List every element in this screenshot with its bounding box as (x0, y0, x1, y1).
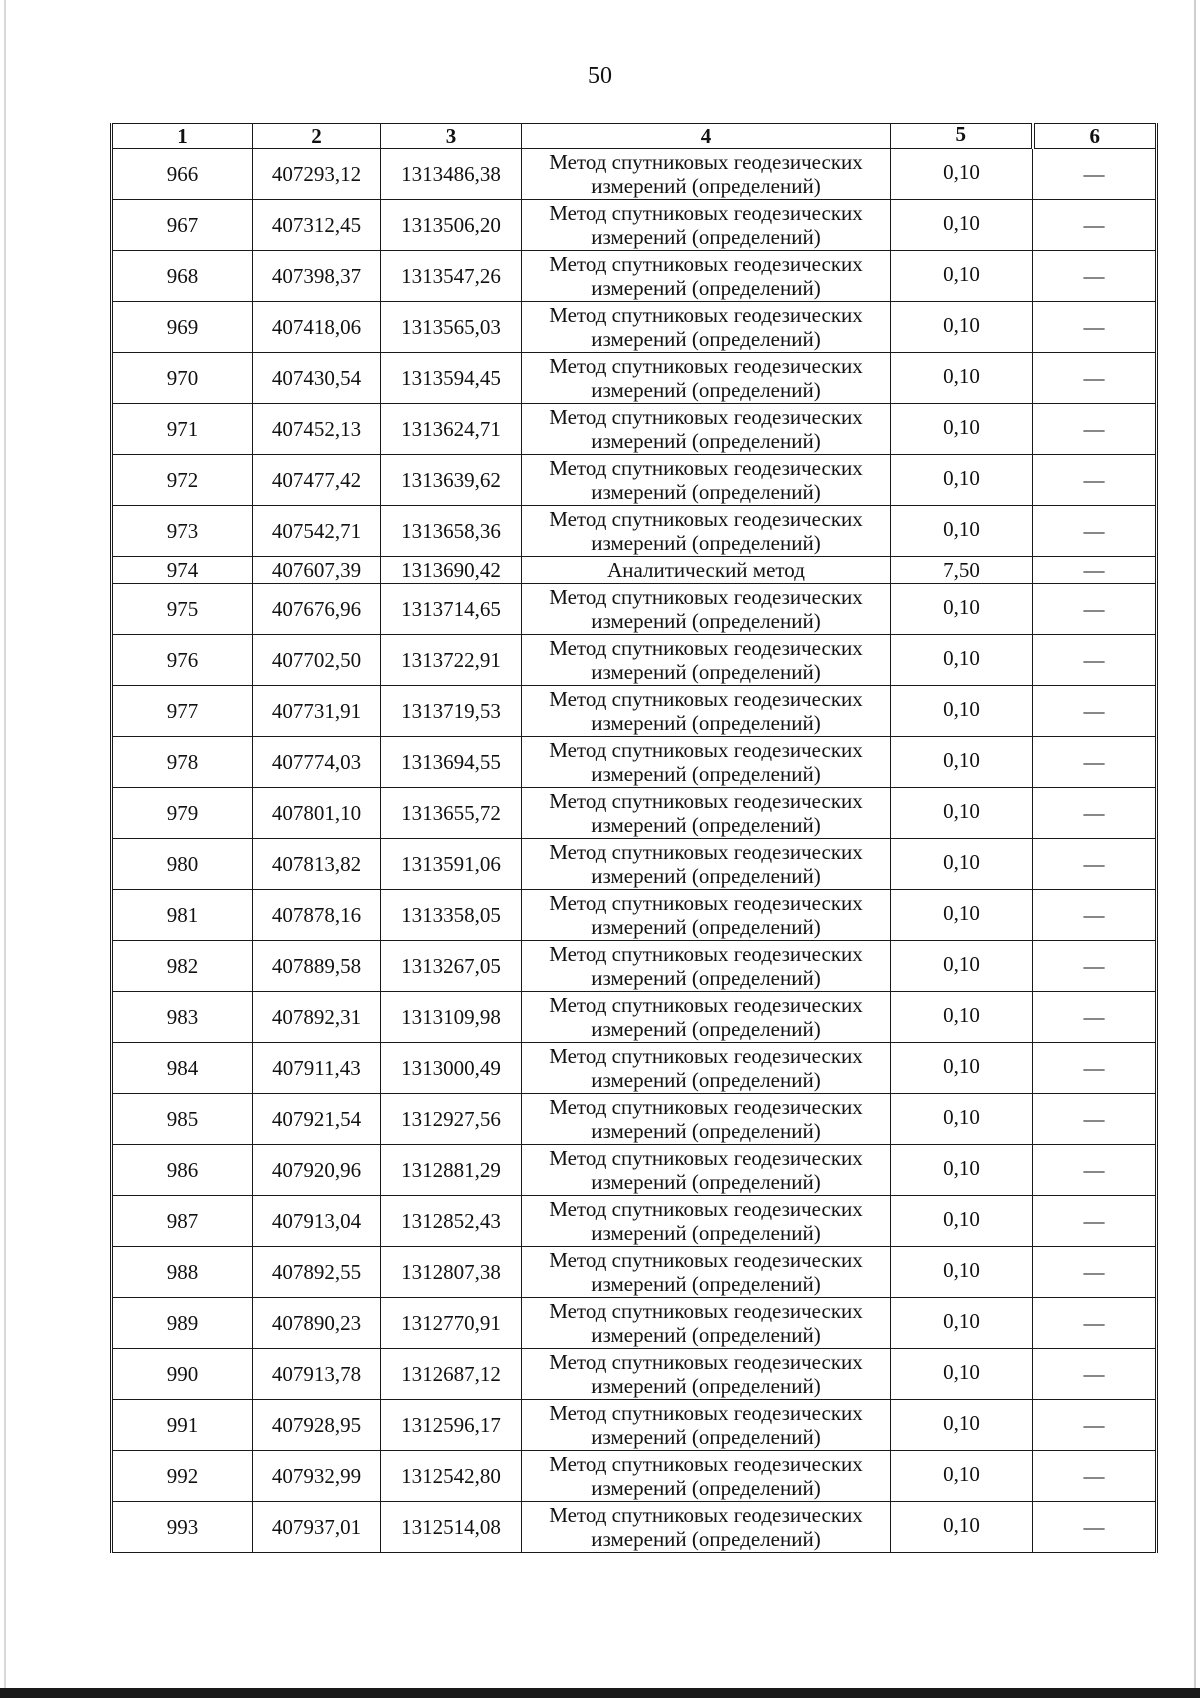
method-cell (522, 149, 891, 200)
method-text-line-2: измерений (определений) (591, 276, 821, 300)
accuracy-cell: 0,10 (891, 633, 1033, 684)
col6-cell: — (1033, 1145, 1157, 1196)
table-row (112, 1502, 1157, 1553)
accuracy-cell: 0,10 (891, 504, 1033, 555)
point-number-cell: 974 (112, 557, 253, 584)
col6-cell: — (1033, 455, 1157, 506)
method-cell (522, 941, 891, 992)
method-text-line-2: измерений (определений) (591, 1119, 821, 1143)
point-number-cell: 983 (112, 992, 253, 1043)
method-cell (522, 404, 891, 455)
col6-cell: — (1033, 1502, 1157, 1553)
col6-cell: — (1033, 1247, 1157, 1298)
method-text-line-1: Метод спутниковых геодезических (549, 201, 863, 225)
accuracy-cell: 0,10 (891, 453, 1033, 504)
point-number-cell: 966 (112, 149, 253, 200)
x-coordinate-cell: 407312,45 (253, 200, 381, 251)
point-number-cell: 990 (112, 1349, 253, 1400)
point-number-cell: 967 (112, 200, 253, 251)
method-text-line-1: Метод спутниковых геодезических (549, 789, 863, 813)
y-coordinate-cell: 1313722,91 (381, 635, 522, 686)
table-row (112, 686, 1157, 737)
table-row (112, 404, 1157, 455)
method-text-line-2: измерений (определений) (591, 378, 821, 402)
method-text-line-2: измерений (определений) (591, 480, 821, 504)
x-coordinate-cell: 407913,04 (253, 1196, 381, 1247)
table-row (112, 1247, 1157, 1298)
y-coordinate-cell: 1313267,05 (381, 941, 522, 992)
method-text-line-2: измерений (определений) (591, 1272, 821, 1296)
col6-cell: — (1033, 992, 1157, 1043)
y-coordinate-cell: 1312770,91 (381, 1298, 522, 1349)
accuracy-cell: 0,10 (891, 1194, 1033, 1245)
method-text-line-2: измерений (определений) (591, 660, 821, 684)
x-coordinate-cell: 407542,71 (253, 506, 381, 557)
y-coordinate-cell: 1312927,56 (381, 1094, 522, 1145)
method-text-line-2: измерений (определений) (591, 813, 821, 837)
accuracy-cell: 0,10 (891, 1347, 1033, 1398)
point-number-cell: 987 (112, 1196, 253, 1247)
table-row (112, 584, 1157, 635)
point-number-cell: 979 (112, 788, 253, 839)
point-number-cell: 988 (112, 1247, 253, 1298)
method-text: Аналитический метод (607, 558, 805, 582)
table-row (112, 1196, 1157, 1247)
table-row (112, 1145, 1157, 1196)
method-text-line-2: измерений (определений) (591, 1221, 821, 1245)
x-coordinate-cell: 407937,01 (253, 1502, 381, 1553)
y-coordinate-cell: 1312807,38 (381, 1247, 522, 1298)
col6-cell: — (1033, 1451, 1157, 1502)
y-coordinate-cell: 1312542,80 (381, 1451, 522, 1502)
table-row (112, 1451, 1157, 1502)
accuracy-cell: 0,10 (891, 351, 1033, 402)
x-coordinate-cell: 407913,78 (253, 1349, 381, 1400)
method-text-line-2: измерений (определений) (591, 1068, 821, 1092)
y-coordinate-cell: 1313358,05 (381, 890, 522, 941)
scan-bottom-band (0, 1688, 1200, 1698)
accuracy-cell: 0,10 (891, 735, 1033, 786)
table-header-row (112, 124, 1157, 149)
y-coordinate-cell: 1313719,53 (381, 686, 522, 737)
y-coordinate-cell: 1313594,45 (381, 353, 522, 404)
method-cell (522, 635, 891, 686)
method-text-line-2: измерений (определений) (591, 1425, 821, 1449)
accuracy-cell: 0,10 (891, 147, 1033, 198)
method-text-line-2: измерений (определений) (591, 174, 821, 198)
method-text-line-1: Метод спутниковых геодезических (549, 1452, 863, 1476)
col6-cell: — (1033, 839, 1157, 890)
accuracy-cell: 0,10 (891, 1398, 1033, 1449)
x-coordinate-cell: 407892,31 (253, 992, 381, 1043)
y-coordinate-cell: 1313655,72 (381, 788, 522, 839)
method-text-line-2: измерений (определений) (591, 1476, 821, 1500)
header-col-3: 3 (381, 124, 522, 149)
accuracy-cell: 0,10 (891, 786, 1033, 837)
accuracy-cell: 0,10 (891, 1245, 1033, 1296)
method-text-line-1: Метод спутниковых геодезических (549, 891, 863, 915)
x-coordinate-cell: 407878,16 (253, 890, 381, 941)
method-text-line-1: Метод спутниковых геодезических (549, 303, 863, 327)
method-text-line-1: Метод спутниковых геодезических (549, 507, 863, 531)
table-row (112, 557, 1157, 584)
table-row (112, 839, 1157, 890)
method-cell (522, 1451, 891, 1502)
y-coordinate-cell: 1313486,38 (381, 149, 522, 200)
accuracy-cell: 0,10 (891, 1143, 1033, 1194)
method-text-line-2: измерений (определений) (591, 531, 821, 555)
point-number-cell: 982 (112, 941, 253, 992)
method-text-line-2: измерений (определений) (591, 609, 821, 633)
accuracy-cell: 0,10 (891, 684, 1033, 735)
method-cell (522, 788, 891, 839)
x-coordinate-cell: 407731,91 (253, 686, 381, 737)
accuracy-cell: 7,50 (891, 557, 1033, 584)
method-text-line-2: измерений (определений) (591, 1374, 821, 1398)
col6-cell: — (1033, 584, 1157, 635)
page-number: 50 (588, 63, 612, 89)
method-text-line-1: Метод спутниковых геодезических (549, 585, 863, 609)
method-text-line-1: Метод спутниковых геодезических (549, 942, 863, 966)
scan-right-edge (1194, 0, 1196, 1698)
method-cell (522, 839, 891, 890)
accuracy-cell: 0,10 (891, 249, 1033, 300)
col6-cell: — (1033, 1400, 1157, 1451)
y-coordinate-cell: 1313639,62 (381, 455, 522, 506)
method-text-line-2: измерений (определений) (591, 225, 821, 249)
point-number-cell: 993 (112, 1502, 253, 1553)
accuracy-cell: 0,10 (891, 990, 1033, 1041)
table-row (112, 635, 1157, 686)
accuracy-cell: 0,10 (891, 402, 1033, 453)
method-text-line-1: Метод спутниковых геодезических (549, 405, 863, 429)
method-cell (522, 584, 891, 635)
table-row (112, 1400, 1157, 1451)
method-cell (522, 1196, 891, 1247)
x-coordinate-cell: 407801,10 (253, 788, 381, 839)
table-row (112, 455, 1157, 506)
col6-cell: — (1033, 404, 1157, 455)
col6-cell: — (1033, 1196, 1157, 1247)
method-cell (522, 1349, 891, 1400)
method-text-line-1: Метод спутниковых геодезических (549, 1350, 863, 1374)
x-coordinate-cell: 407911,43 (253, 1043, 381, 1094)
accuracy-cell: 0,10 (891, 837, 1033, 888)
table-row (112, 788, 1157, 839)
table-row (112, 251, 1157, 302)
col6-cell: — (1033, 635, 1157, 686)
table-row (112, 353, 1157, 404)
x-coordinate-cell: 407477,42 (253, 455, 381, 506)
method-text-line-2: измерений (определений) (591, 864, 821, 888)
method-text-line-1: Метод спутниковых геодезических (549, 354, 863, 378)
x-coordinate-cell: 407430,54 (253, 353, 381, 404)
point-number-cell: 989 (112, 1298, 253, 1349)
method-text-line-2: измерений (определений) (591, 762, 821, 786)
table-row (112, 1043, 1157, 1094)
accuracy-cell: 0,10 (891, 1449, 1033, 1500)
y-coordinate-cell: 1313565,03 (381, 302, 522, 353)
col6-cell: — (1033, 353, 1157, 404)
y-coordinate-cell: 1313109,98 (381, 992, 522, 1043)
method-text-line-2: измерений (определений) (591, 711, 821, 735)
col6-cell: — (1033, 1043, 1157, 1094)
method-cell (522, 686, 891, 737)
col6-cell: — (1033, 1349, 1157, 1400)
y-coordinate-cell: 1313694,55 (381, 737, 522, 788)
x-coordinate-cell: 407418,06 (253, 302, 381, 353)
header-col-5: 5 (891, 122, 1033, 147)
point-number-cell: 972 (112, 455, 253, 506)
table-row (112, 737, 1157, 788)
method-cell (522, 1043, 891, 1094)
x-coordinate-cell: 407932,99 (253, 1451, 381, 1502)
x-coordinate-cell: 407928,95 (253, 1400, 381, 1451)
accuracy-cell: 0,10 (891, 888, 1033, 939)
method-cell (522, 1094, 891, 1145)
col6-cell: — (1033, 149, 1157, 200)
x-coordinate-cell: 407293,12 (253, 149, 381, 200)
method-text-line-1: Метод спутниковых геодезических (549, 1503, 863, 1527)
point-number-cell: 991 (112, 1400, 253, 1451)
table-row (112, 200, 1157, 251)
col6-cell: — (1033, 890, 1157, 941)
method-text-line-1: Метод спутниковых геодезических (549, 636, 863, 660)
method-text-line-2: измерений (определений) (591, 1527, 821, 1551)
accuracy-cell: 0,10 (891, 300, 1033, 351)
method-cell (522, 302, 891, 353)
col6-cell: — (1033, 788, 1157, 839)
x-coordinate-cell: 407890,23 (253, 1298, 381, 1349)
method-cell (522, 1145, 891, 1196)
y-coordinate-cell: 1312687,12 (381, 1349, 522, 1400)
method-cell (522, 557, 891, 584)
point-number-cell: 981 (112, 890, 253, 941)
method-cell (522, 353, 891, 404)
col6-cell: — (1033, 302, 1157, 353)
point-number-cell: 969 (112, 302, 253, 353)
x-coordinate-cell: 407702,50 (253, 635, 381, 686)
accuracy-cell: 0,10 (891, 1092, 1033, 1143)
col6-cell: — (1033, 941, 1157, 992)
point-number-cell: 971 (112, 404, 253, 455)
accuracy-cell: 0,10 (891, 1041, 1033, 1092)
method-text-line-1: Метод спутниковых геодезических (549, 1095, 863, 1119)
method-text-line-1: Метод спутниковых геодезических (549, 1044, 863, 1068)
table-row (112, 992, 1157, 1043)
table-row (112, 941, 1157, 992)
col6-cell: — (1033, 1094, 1157, 1145)
table-row (112, 302, 1157, 353)
table-row (112, 1349, 1157, 1400)
col6-cell: — (1033, 200, 1157, 251)
method-cell (522, 506, 891, 557)
method-cell (522, 1247, 891, 1298)
y-coordinate-cell: 1313506,20 (381, 200, 522, 251)
x-coordinate-cell: 407452,13 (253, 404, 381, 455)
y-coordinate-cell: 1312881,29 (381, 1145, 522, 1196)
point-number-cell: 970 (112, 353, 253, 404)
header-col-1: 1 (112, 124, 253, 149)
method-cell (522, 737, 891, 788)
method-text-line-1: Метод спутниковых геодезических (549, 1197, 863, 1221)
point-number-cell: 973 (112, 506, 253, 557)
x-coordinate-cell: 407676,96 (253, 584, 381, 635)
col6-cell: — (1033, 737, 1157, 788)
method-text-line-1: Метод спутниковых геодезических (549, 840, 863, 864)
point-number-cell: 985 (112, 1094, 253, 1145)
x-coordinate-cell: 407607,39 (253, 557, 381, 584)
y-coordinate-cell: 1313000,49 (381, 1043, 522, 1094)
method-cell (522, 1400, 891, 1451)
accuracy-cell: 0,10 (891, 1296, 1033, 1347)
method-text-line-1: Метод спутниковых геодезических (549, 1248, 863, 1272)
y-coordinate-cell: 1313690,42 (381, 557, 522, 584)
table-row (112, 506, 1157, 557)
x-coordinate-cell: 407889,58 (253, 941, 381, 992)
method-text-line-2: измерений (определений) (591, 915, 821, 939)
method-text-line-2: измерений (определений) (591, 1017, 821, 1041)
accuracy-cell: 0,10 (891, 198, 1033, 249)
x-coordinate-cell: 407920,96 (253, 1145, 381, 1196)
method-text-line-1: Метод спутниковых геодезических (549, 1299, 863, 1323)
method-text-line-2: измерений (определений) (591, 327, 821, 351)
col6-cell: — (1033, 557, 1157, 584)
header-col-2: 2 (253, 124, 381, 149)
header-col-6: 6 (1033, 124, 1157, 149)
y-coordinate-cell: 1312514,08 (381, 1502, 522, 1553)
method-cell (522, 890, 891, 941)
col6-cell: — (1033, 1298, 1157, 1349)
method-text-line-2: измерений (определений) (591, 429, 821, 453)
header-col-4: 4 (522, 124, 891, 149)
point-number-cell: 984 (112, 1043, 253, 1094)
method-text-line-1: Метод спутниковых геодезических (549, 1401, 863, 1425)
point-number-cell: 968 (112, 251, 253, 302)
x-coordinate-cell: 407921,54 (253, 1094, 381, 1145)
method-cell (522, 200, 891, 251)
method-text-line-1: Метод спутниковых геодезических (549, 252, 863, 276)
method-cell (522, 251, 891, 302)
point-number-cell: 976 (112, 635, 253, 686)
x-coordinate-cell: 407813,82 (253, 839, 381, 890)
method-text-line-1: Метод спутниковых геодезических (549, 687, 863, 711)
point-number-cell: 980 (112, 839, 253, 890)
col6-cell: — (1033, 686, 1157, 737)
table-row (112, 149, 1157, 200)
point-number-cell: 986 (112, 1145, 253, 1196)
method-text-line-1: Метод спутниковых геодезических (549, 993, 863, 1017)
y-coordinate-cell: 1312852,43 (381, 1196, 522, 1247)
col6-cell: — (1033, 506, 1157, 557)
y-coordinate-cell: 1312596,17 (381, 1400, 522, 1451)
method-text-line-1: Метод спутниковых геодезических (549, 1146, 863, 1170)
x-coordinate-cell: 407774,03 (253, 737, 381, 788)
table-body (112, 124, 1157, 1553)
col6-cell: — (1033, 251, 1157, 302)
method-text-line-2: измерений (определений) (591, 966, 821, 990)
point-number-cell: 978 (112, 737, 253, 788)
x-coordinate-cell: 407398,37 (253, 251, 381, 302)
method-text-line-2: измерений (определений) (591, 1170, 821, 1194)
accuracy-cell: 0,10 (891, 1500, 1033, 1551)
method-cell (522, 1298, 891, 1349)
point-number-cell: 992 (112, 1451, 253, 1502)
point-number-cell: 975 (112, 584, 253, 635)
method-text-line-2: измерений (определений) (591, 1323, 821, 1347)
table-row (112, 1094, 1157, 1145)
accuracy-cell: 0,10 (891, 939, 1033, 990)
y-coordinate-cell: 1313714,65 (381, 584, 522, 635)
x-coordinate-cell: 407892,55 (253, 1247, 381, 1298)
coordinates-table (110, 123, 1158, 1553)
y-coordinate-cell: 1313658,36 (381, 506, 522, 557)
method-cell (522, 1502, 891, 1553)
scan-left-edge (4, 0, 6, 1698)
table-row (112, 890, 1157, 941)
point-number-cell: 977 (112, 686, 253, 737)
table-row (112, 1298, 1157, 1349)
accuracy-cell: 0,10 (891, 582, 1033, 633)
y-coordinate-cell: 1313624,71 (381, 404, 522, 455)
y-coordinate-cell: 1313591,06 (381, 839, 522, 890)
method-text-line-1: Метод спутниковых геодезических (549, 456, 863, 480)
y-coordinate-cell: 1313547,26 (381, 251, 522, 302)
method-text-line-1: Метод спутниковых геодезических (549, 150, 863, 174)
method-cell (522, 992, 891, 1043)
method-cell (522, 455, 891, 506)
method-text-line-1: Метод спутниковых геодезических (549, 738, 863, 762)
